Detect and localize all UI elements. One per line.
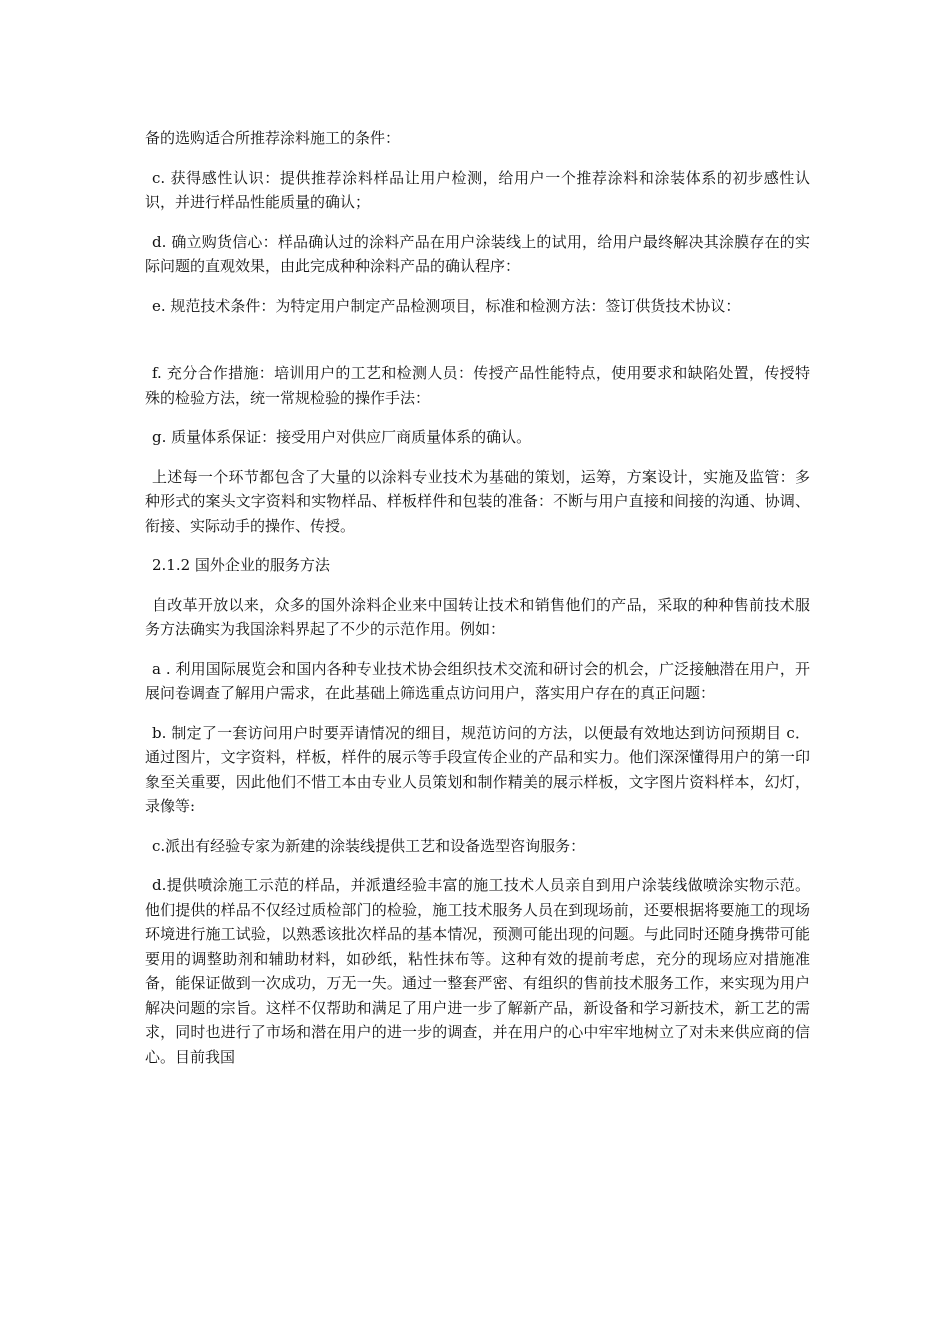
paragraph-foreign-c: c.派出有经验专家为新建的涂装线提供工艺和设备选型咨询服务： [152,836,586,855]
paragraph-summary: 上述每一个环节都包含了大量的以涂料专业技术为基础的策划，运筹，方案设计，实施及监管：多种形式的案头文字资料和实物样品、样板样件和包装的准备：不断与用户直接和间接的沟通、协调、衔接、实际动手的操作、传授。 [145,467,810,535]
paragraph-foreign-b: b. 制定了一套访问用户时要弄请情况的细目，规范访问的方法，以便最有效地达到访问预期目 c．通过图片，文字资料，样板，样件的展示等手段宣传企业的产品和实力。他们深深懂得用户的第一印象至关重要，因此他们不惜工本由专业人员策划和制作精美的展示样板，文字图片资料样本，幻灯，录像等: [145,723,810,815]
paragraph-item-d: d. 确立购货信心：样品确认过的涂料产品在用户涂装线上的试用，给用户最终解决其涂膜存在的实际问题的直观效果，由此完成种种涂料产品的确认程序： [145,232,810,275]
paragraph-item-c: c. 获得感性认识：提供推荐涂料样品让用户检测，给用户一个推荐涂料和涂装体系的初步感性认识，并进行样品性能质量的确认； [145,168,810,211]
paragraph-intro: 备的选购适合所推荐涂料施工的条件： [145,129,401,147]
document-body [145,126,810,1084]
paragraph-item-f: f. 充分合作措施：培训用户的工艺和检测人员：传授产品性能特点，使用要求和缺陷处置，传授特殊的检验方法，统一常规检验的操作手法： [145,364,810,407]
paragraph-item-g: g. 质量体系保证：接受用户对供应厂商质量体系的确认。 [152,428,532,446]
paragraph-item-e: e. 规范技术条件：为特定用户制定产品检测项目，标准和检测方法：签订供货技术协议： [152,296,741,315]
paragraph-foreign-d: d.提供喷涂施工示范的样品，并派遣经验丰富的施工技术人员亲自到用户涂装线做喷涂实物示范。他们提供的样品不仅经过质检部门的检验，施工技术服务人员在到现场前，还要根据将要施工的现场环境进行施工试验，以熟悉该批次样品的基本情况，预测可能出现的问题。与此同时还随身携带可能要用的调整助剂和辅助材料，如砂纸，粘性抹布等。这种有效的提前考虑，充分的现场应对措施准备，能保证做到一次成功，万无一失。通过一整套严密、有组织的售前技术服务工作，来实现为用户解决问题的宗旨。这样不仅帮助和满足了用户进一步了解新产品，新设备和学习新技术，新工艺的需求，同时也进行了市场和潜在用户的进一步的调查，并在用户的心中牢牢地树立了对未来供应商的信心。目前我国 [145,876,810,1066]
paragraph-foreign-intro: 自改革开放以来，众多的国外涂料企业来中国转让技术和销售他们的产品，采取的种种售前技术服务方法确实为我国涂料界起了不少的示范作用。例如： [145,595,810,638]
paragraph-foreign-a: a . 利用国际展览会和国内各种专业技术协会组织技术交流和研讨会的机会，广泛接触潜在用户，开展问卷调查了解用户需求，在此基础上筛选重点访问用户，落实用户存在的真正问题： [145,659,810,702]
section-heading: 2.1.2 国外企业的服务方法 [152,556,330,574]
